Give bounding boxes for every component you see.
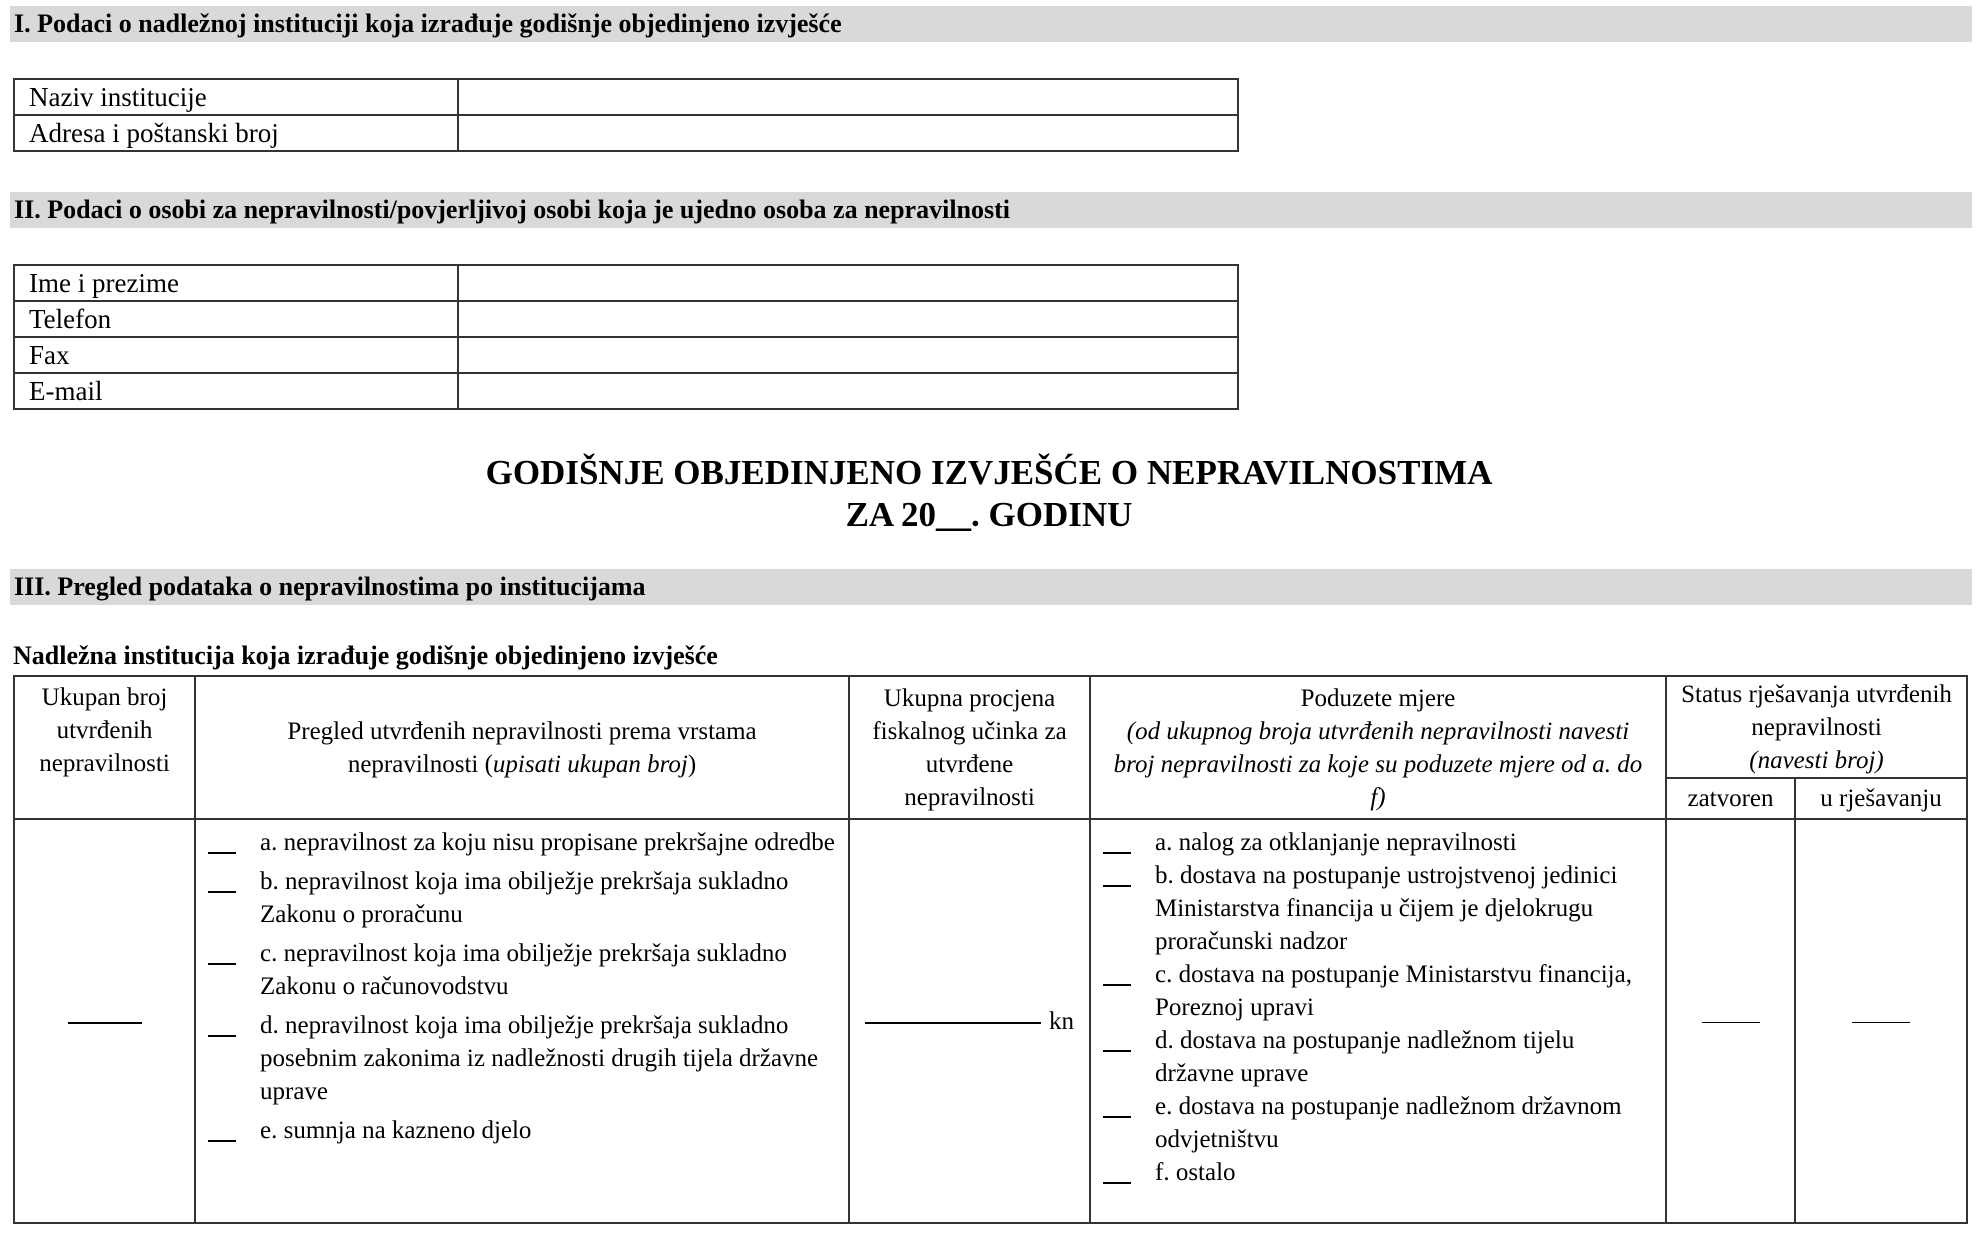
report-title-line-1: GODIŠNJE OBJEDINJENO IZVJEŠĆE O NEPRAVILNOSTIMA bbox=[485, 453, 1493, 492]
list-item-text: a. nalog za otklanjanje nepravilnosti bbox=[1155, 829, 1517, 856]
section-3-heading: III. Pregled podataka o nepravilnostima po institucijama bbox=[10, 569, 1972, 605]
count-blank[interactable] bbox=[1103, 859, 1131, 887]
header-status-note: (navesti broj) bbox=[1749, 746, 1884, 774]
name-field[interactable] bbox=[458, 265, 1238, 301]
table-row bbox=[14, 373, 1238, 409]
list-item-text: a. nepravilnost za koju nisu propisane prekršajne odredbe bbox=[260, 829, 835, 856]
count-blank[interactable] bbox=[208, 1114, 236, 1142]
phone-label: Telefon bbox=[14, 301, 458, 337]
list-item-text: c. nepravilnost koja ima obilježje prekršaja sukladno Zakonu o računovodstvu bbox=[260, 940, 787, 1000]
count-blank[interactable] bbox=[1103, 1024, 1131, 1052]
table-row bbox=[14, 819, 1967, 1223]
table-row bbox=[14, 265, 1238, 301]
header-measures-title: Poduzete mjere bbox=[1300, 684, 1456, 712]
total-count-blank[interactable] bbox=[68, 1022, 142, 1024]
list-item-text: c. dostava na postupanje Ministarstvu financija, Poreznoj upravi bbox=[1155, 961, 1632, 1021]
list-item bbox=[1103, 1090, 1659, 1156]
header-irregularity-types-end: ) bbox=[687, 750, 697, 778]
fiscal-amount-blank[interactable] bbox=[865, 1022, 1041, 1024]
table-row bbox=[14, 115, 1238, 151]
list-item bbox=[208, 1009, 842, 1108]
list-item-text: d. nepravilnost koja ima obilježje prekršaja sukladno posebnim zakonima iz nadležnosti drugih tijela državne uprave bbox=[260, 1012, 819, 1105]
table-row bbox=[14, 337, 1238, 373]
irregularities-table bbox=[13, 675, 1968, 1224]
header-status-in-progress: u rješavanju bbox=[1795, 778, 1967, 819]
list-item bbox=[1103, 1024, 1659, 1090]
header-status-title: Status rješavanja utvrđenih nepravilnosti bbox=[1681, 680, 1952, 741]
list-item-text: e. sumnja na kazneno djelo bbox=[260, 1117, 532, 1144]
header-status-closed: zatvoren bbox=[1666, 778, 1795, 819]
list-item bbox=[208, 865, 842, 931]
header-irregularity-types-note: upisati ukupan broj bbox=[492, 750, 688, 778]
count-blank[interactable] bbox=[208, 865, 236, 893]
list-item-text: d. dostava na postupanje nadležnom tijelu državne uprave bbox=[1155, 1027, 1575, 1087]
email-label: E-mail bbox=[14, 373, 458, 409]
list-item bbox=[1103, 859, 1659, 958]
email-field[interactable] bbox=[458, 373, 1238, 409]
irregularity-types-cell bbox=[195, 819, 849, 1223]
header-status bbox=[1666, 676, 1967, 778]
institution-name-label: Naziv institucije bbox=[14, 79, 458, 115]
header-fiscal-impact: Ukupna procjena fiskalnog učinka za utvrđene nepravilnosti bbox=[849, 676, 1090, 819]
list-item-text: e. dostava na postupanje nadležnom državnom odvjetništvu bbox=[1155, 1093, 1622, 1153]
list-item-text: b. nepravilnost koja ima obilježje prekršaja sukladno Zakonu o proračunu bbox=[260, 868, 789, 928]
section-2-heading: II. Podaci o osobi za nepravilnosti/povjerljivoj osobi koja je ujedno osoba za nepravilnosti bbox=[10, 192, 1972, 228]
phone-field[interactable] bbox=[458, 301, 1238, 337]
count-blank[interactable] bbox=[208, 1009, 236, 1037]
closed-blank[interactable] bbox=[1702, 1022, 1760, 1023]
name-label: Ime i prezime bbox=[14, 265, 458, 301]
list-item-text: f. ostalo bbox=[1155, 1159, 1236, 1186]
table-row bbox=[14, 301, 1238, 337]
section-1-heading: I. Podaci o nadležnoj instituciji koja izrađuje godišnje objedinjeno izvješće bbox=[10, 6, 1972, 42]
count-blank[interactable] bbox=[1103, 1156, 1131, 1184]
count-blank[interactable] bbox=[1103, 958, 1131, 986]
count-blank[interactable] bbox=[1103, 1090, 1131, 1118]
fax-label: Fax bbox=[14, 337, 458, 373]
count-blank[interactable] bbox=[208, 937, 236, 965]
header-total-count: Ukupan broj utvrđenih nepravilnosti bbox=[14, 676, 195, 819]
header-measures-note: (od ukupnog broja utvrđenih nepravilnosti navesti broj nepravilnosti za koje su poduzete mjere od a. do f) bbox=[1113, 717, 1643, 811]
institution-table bbox=[13, 78, 1239, 152]
list-item bbox=[1103, 958, 1659, 1024]
fiscal-impact-cell[interactable] bbox=[849, 819, 1090, 1223]
institution-name-field[interactable] bbox=[458, 79, 1238, 115]
header-measures bbox=[1090, 676, 1666, 819]
table-row bbox=[14, 79, 1238, 115]
total-count-cell[interactable] bbox=[14, 819, 195, 1223]
list-item-text: b. dostava na postupanje ustrojstvenoj jedinici Ministarstva financija u čijem je djelokrugu proračunski nadzor bbox=[1155, 862, 1618, 955]
list-item bbox=[1103, 826, 1659, 859]
in-progress-cell[interactable] bbox=[1795, 819, 1967, 1223]
fax-field[interactable] bbox=[458, 337, 1238, 373]
count-blank[interactable] bbox=[208, 826, 236, 854]
header-irregularity-types-text: Pregled utvrđenih nepravilnosti prema vrstama nepravilnosti ( bbox=[287, 717, 757, 778]
address-field[interactable] bbox=[458, 115, 1238, 151]
list-item bbox=[208, 826, 842, 859]
currency-label: kn bbox=[1049, 1007, 1074, 1035]
list-item bbox=[208, 1114, 842, 1147]
irregularity-types-list bbox=[196, 820, 848, 1147]
measures-cell bbox=[1090, 819, 1666, 1223]
closed-cell[interactable] bbox=[1666, 819, 1795, 1223]
list-item bbox=[208, 937, 842, 1003]
contact-person-table bbox=[13, 264, 1239, 410]
measures-list bbox=[1091, 820, 1665, 1189]
count-blank[interactable] bbox=[1103, 826, 1131, 854]
table-header-row bbox=[14, 676, 1967, 778]
address-label: Adresa i poštanski broj bbox=[14, 115, 458, 151]
in-progress-blank[interactable] bbox=[1852, 1022, 1910, 1023]
table-subtitle: Nadležna institucija koja izrađuje godišnje objedinjeno izvješće bbox=[13, 641, 718, 670]
report-title-line-2: ZA 20__. GODINU bbox=[845, 495, 1133, 534]
list-item bbox=[1103, 1156, 1659, 1189]
header-irregularity-types bbox=[195, 676, 849, 819]
